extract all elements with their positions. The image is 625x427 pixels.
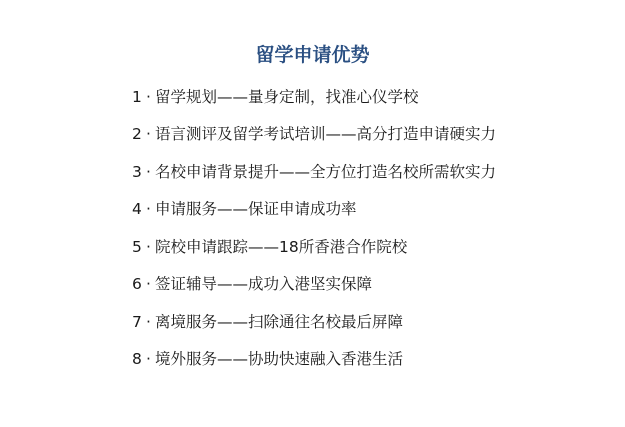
item-text: 离境服务——扫除通往名校最后屏障	[155, 312, 404, 331]
item-separator: ·	[146, 237, 151, 256]
list-item	[132, 228, 496, 266]
item-separator: ·	[146, 125, 151, 144]
item-number: 2	[132, 125, 142, 144]
item-separator: ·	[146, 275, 151, 294]
item-text: 院校申请跟踪——18所香港合作院校	[155, 237, 408, 256]
list-item	[132, 78, 496, 116]
advantages-list	[132, 78, 496, 378]
item-number: 8	[132, 350, 142, 369]
list-item	[132, 191, 496, 229]
list-item	[132, 116, 496, 154]
item-text: 留学规划——量身定制，找准心仪学校	[155, 87, 419, 106]
item-separator: ·	[146, 350, 151, 369]
item-separator: ·	[146, 312, 151, 331]
list-item	[132, 341, 496, 379]
list-item	[132, 153, 496, 191]
list-item	[132, 303, 496, 341]
item-number: 4	[132, 200, 142, 219]
item-separator: ·	[146, 162, 151, 181]
item-separator: ·	[146, 200, 151, 219]
item-number: 6	[132, 275, 142, 294]
item-number: 7	[132, 312, 142, 331]
item-text: 申请服务——保证申请成功率	[155, 200, 357, 219]
list-item	[132, 266, 496, 304]
item-separator: ·	[146, 87, 151, 106]
page-title: 留学申请优势	[255, 44, 370, 66]
item-text: 名校申请背景提升——全方位打造名校所需软实力	[155, 162, 497, 181]
item-number: 1	[132, 87, 142, 106]
item-number: 5	[132, 237, 142, 256]
item-text: 语言测评及留学考试培训——高分打造申请硬实力	[155, 125, 497, 144]
item-text: 签证辅导——成功入港坚实保障	[155, 275, 373, 294]
item-text: 境外服务——协助快速融入香港生活	[155, 350, 404, 369]
item-number: 3	[132, 162, 142, 181]
